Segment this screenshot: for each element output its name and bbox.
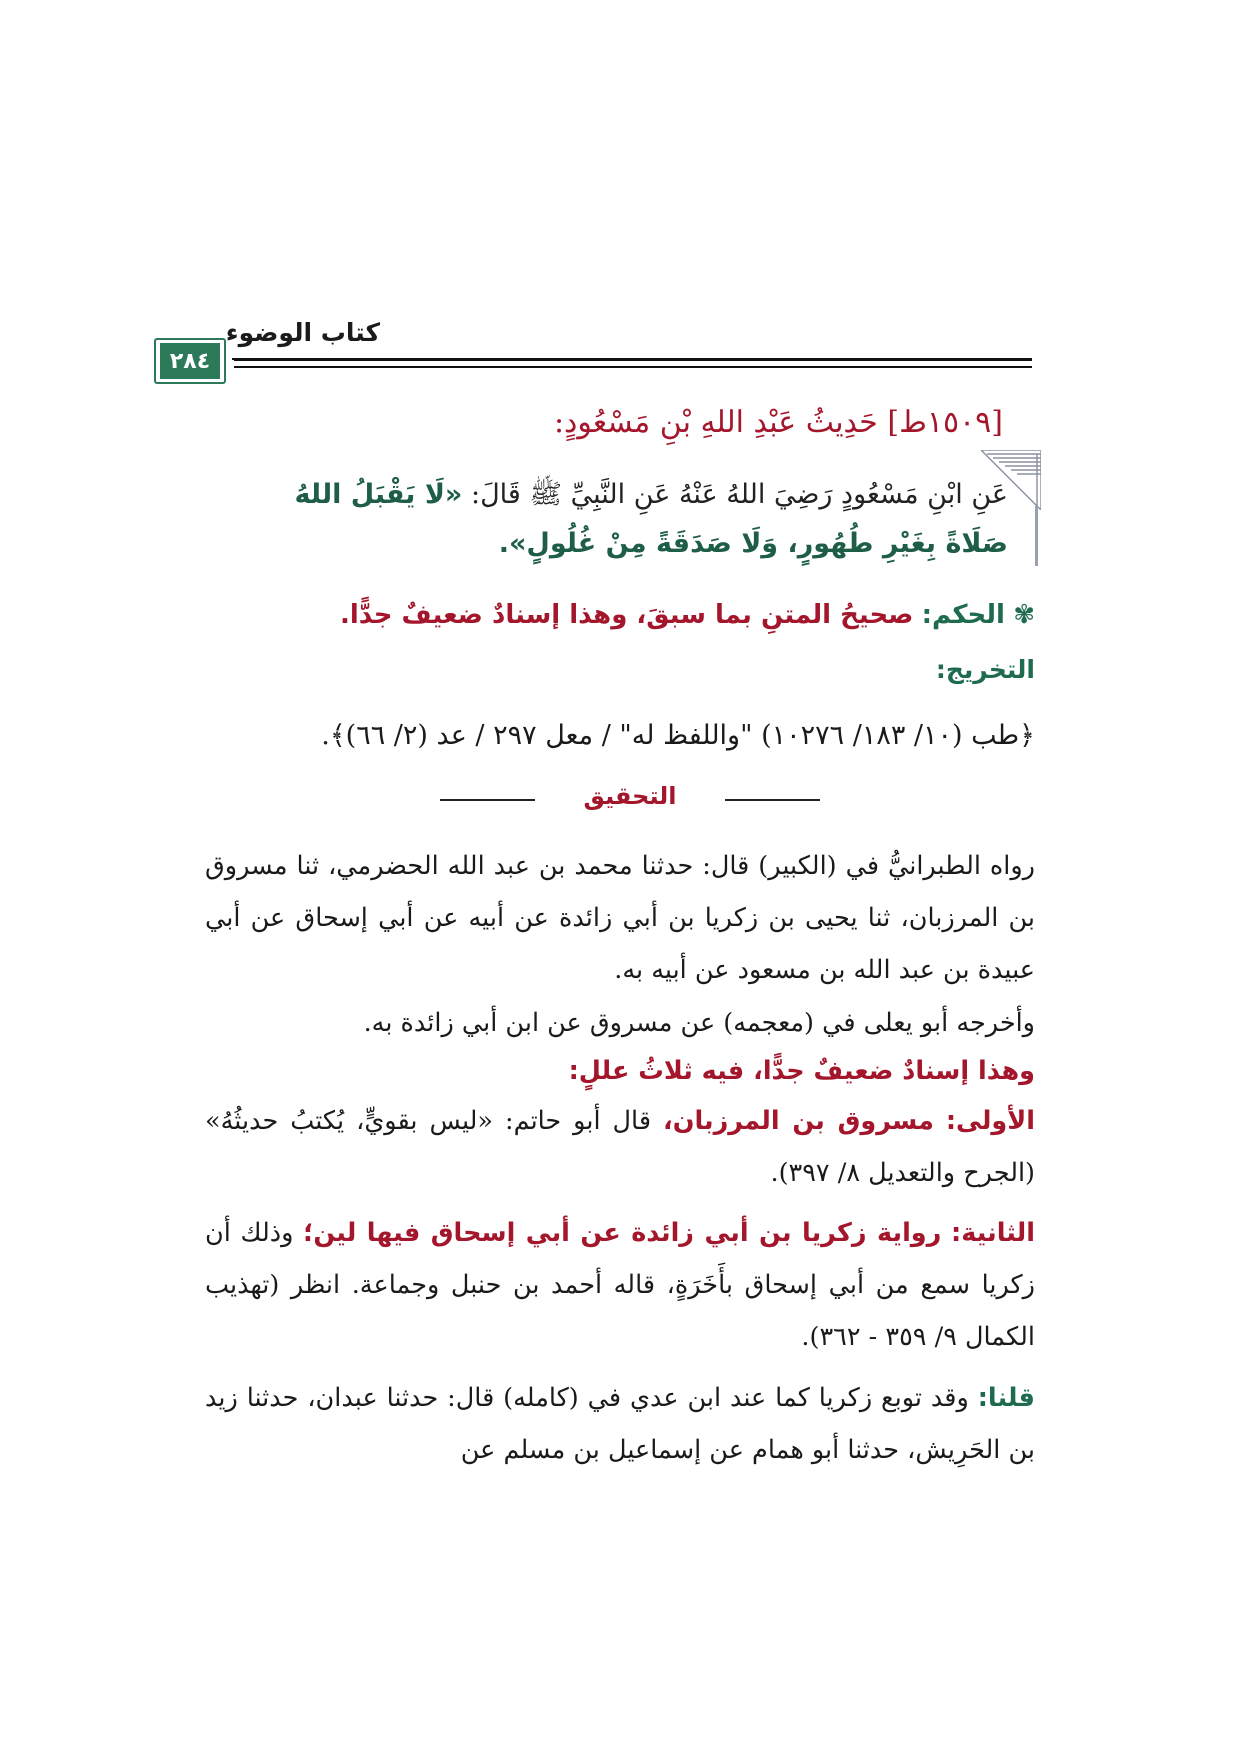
header-rule-top — [234, 358, 1032, 361]
tahqiq-title: التحقيق — [583, 782, 677, 810]
paragraph-3: وهذا إسنادٌ ضعيفٌ جدًّا، فيه ثلاثُ عللٍ: — [568, 1056, 1035, 1086]
header-rule-bottom — [234, 366, 1032, 368]
page-number: ٢٨٤ — [160, 343, 220, 379]
paragraph-2: وأخرجه أبو يعلى في (معجمه) عن مسروق عن ابن أبي زائدة به. — [363, 1008, 1035, 1038]
paragraph-1: رواه الطبرانيُّ في (الكبير) قال: حدثنا محمد بن عبد الله الحضرمي، ثنا مسروق بن المرزبان، ثنا يحيى بن زكريا بن أبي زائدة عن أبيه عن أبي إسحاق عن أبي عبيدة بن عبد الله بن مسعود عن أبيه به. — [205, 851, 1035, 985]
ruling-label: الحكم: — [921, 600, 1005, 630]
book-title: كتاب الوضوء — [225, 318, 380, 347]
p5-text: وذلك أن زكريا سمع من أبي إسحاق بأَخَرَةٍ، قاله أحمد بن حنبل وجماعة. انظر (تهذيب الكمال ٩/ ٣٥٩ - ٣٦٢). — [205, 1218, 1035, 1352]
p4-text: قال أبو حاتم: «ليس بقويٍّ، يُكتبُ حديثُهُ» (الجرح والتعديل ٨/ ٣٩٧). — [205, 1106, 1035, 1188]
hadith-intro: عَنِ ابْنِ مَسْعُودٍ رَضِيَ اللهُ عَنْهُ عَنِ النَّبِيِّ ﷺ قَالَ: — [470, 479, 1008, 510]
ruling-text: صحيحُ المتنِ بما سبقَ، وهذا إسنادٌ ضعيفٌ جدًّا. — [339, 600, 914, 630]
tahqiq-divider — [440, 780, 820, 820]
p5-bold: رواية زكريا بن أبي زائدة عن أبي إسحاق فيها لين؛ — [303, 1218, 942, 1248]
ruling-line — [235, 600, 1035, 630]
hadith-box — [234, 450, 1038, 577]
p6-text: وقد توبع زكريا كما عند ابن عدي في (كامله) قال: حدثنا عبدان، حدثنا زيد بن الحَرِيش، حدثنا أبو همام عن إسماعيل بن مسلم عن — [205, 1383, 1035, 1465]
page-number-badge — [154, 338, 226, 384]
hadith-box-side-rule — [1035, 506, 1038, 566]
p4-bold: مسروق بن المرزبان، — [663, 1106, 934, 1136]
paragraph-4 — [205, 1095, 1035, 1199]
takhrij-text: ﴿طب (١٠/ ١٨٣/ ١٠٢٧٦) "واللفظ له" / معل ٢٩٧ / عد (٢/ ٦٦)﴾. — [321, 720, 1035, 751]
divider-line-left — [440, 799, 535, 801]
paragraph-6 — [205, 1372, 1035, 1476]
takhrij-label: التخريج: — [935, 655, 1035, 684]
divider-line-right — [725, 799, 820, 801]
hadith-heading: [١٥٠٩ط] حَدِيثُ عَبْدِ اللهِ بْنِ مَسْعُودٍ: — [553, 405, 1003, 440]
hadith-text-block — [238, 470, 1008, 568]
paragraph-5 — [205, 1207, 1035, 1363]
p6-label: قلنا: — [977, 1383, 1035, 1413]
flower-ornament-icon: ✾ — [1004, 600, 1035, 630]
p5-label: الثانية: — [951, 1218, 1035, 1248]
header-rule-left-top — [232, 358, 254, 360]
hadith-matn: «لَا يَقْبَلُ اللهُ صَلَاةً بِغَيْرِ طُهُورٍ، وَلَا صَدَقَةً مِنْ غُلُولٍ». — [294, 479, 1008, 559]
p4-label: الأولى: — [945, 1106, 1036, 1136]
